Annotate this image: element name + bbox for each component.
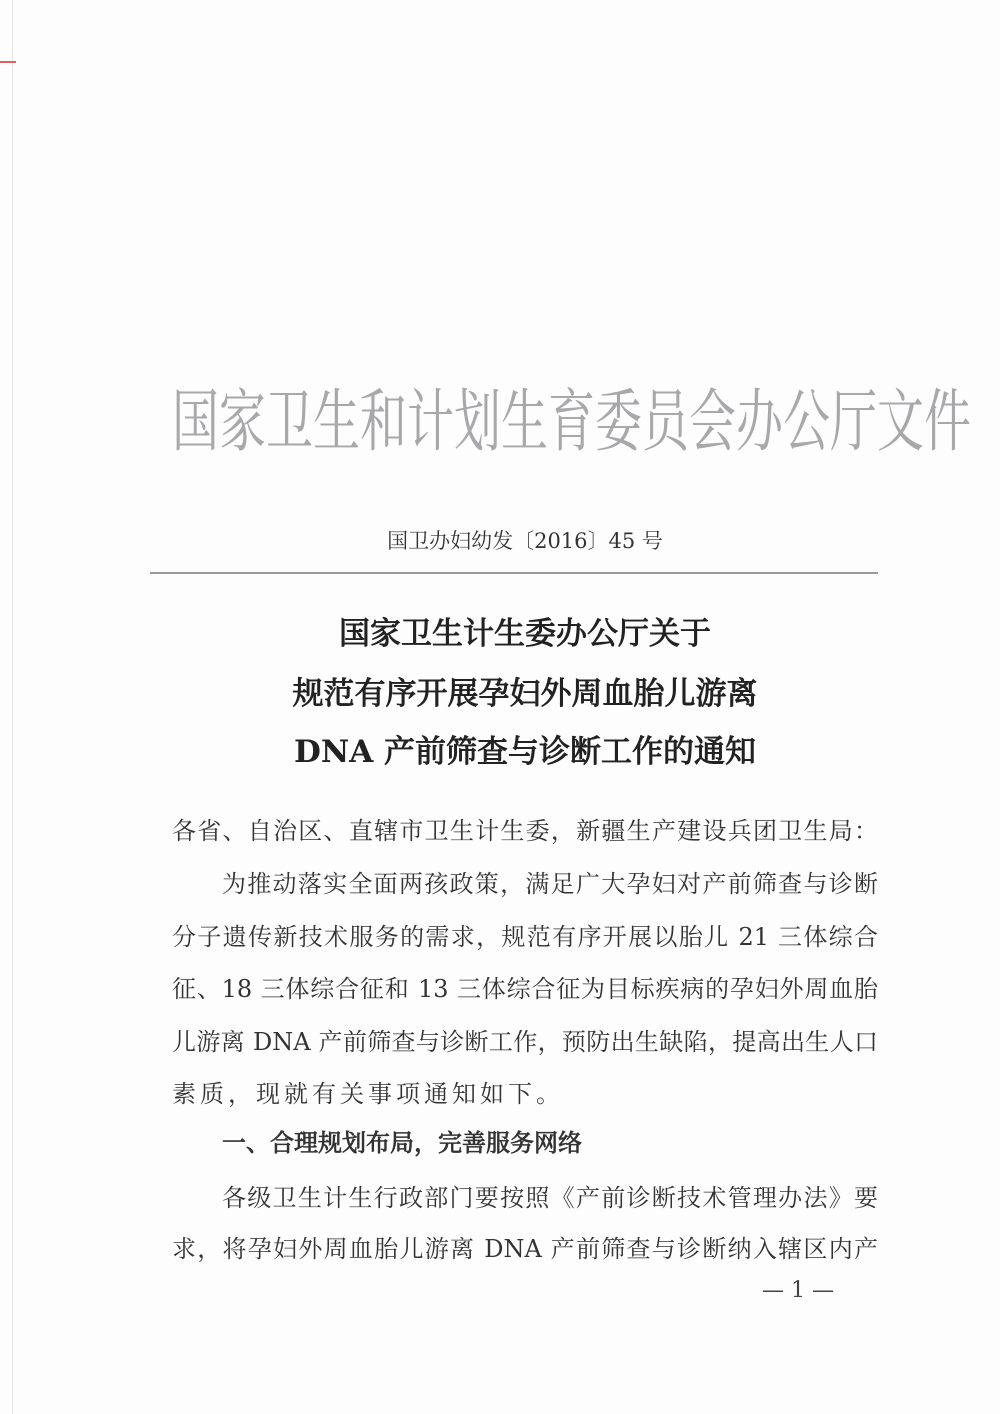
paragraph-line: 分子遗传新技术服务的需求，规范有序开展以胎儿 21 三体综合 (172, 923, 878, 951)
paragraph-line: 儿游离 DNA 产前筛查与诊断工作，预防出生缺陷，提高出生人口 (172, 1028, 878, 1056)
paragraph-line: 征、18 三体综合征和 13 三体综合征为目标疾病的孕妇外周血胎 (172, 975, 878, 1003)
page-number: — 1 — (762, 1278, 834, 1303)
notice-title-line-3: DNA 产前筛查与诊断工作的通知 (293, 734, 757, 770)
paragraph-line: 求，将孕妇外周血胎儿游离 DNA 产前筛查与诊断纳入辖区内产 (172, 1235, 878, 1263)
document-number: 国卫办妇幼发〔2016〕45 号 (387, 529, 663, 553)
notice-title-line-2: 规范有序开展孕妇外周血胎儿游离 (292, 676, 758, 712)
addressee: 各省、自治区、直辖市卫生计生委，新疆生产建设兵团卫生局： (172, 817, 878, 845)
paragraph-line: 素质，现就有关事项通知如下。 (172, 1080, 564, 1108)
header-divider (150, 572, 878, 574)
red-mark (0, 61, 16, 63)
paragraph-line: 各级卫生计生行政部门要按照《产前诊断技术管理办法》要 (222, 1184, 878, 1212)
document-header-title: 国家卫生和计划生育委员会办公厅文件 (172, 382, 971, 463)
paragraph-line: 为推动落实全面两孩政策，满足广大孕妇对产前筛查与诊断 (222, 870, 878, 898)
notice-title-line-1: 国家卫生计生委办公厅关于 (339, 616, 711, 652)
section-heading: 一、合理规划布局，完善服务网络 (222, 1129, 582, 1157)
